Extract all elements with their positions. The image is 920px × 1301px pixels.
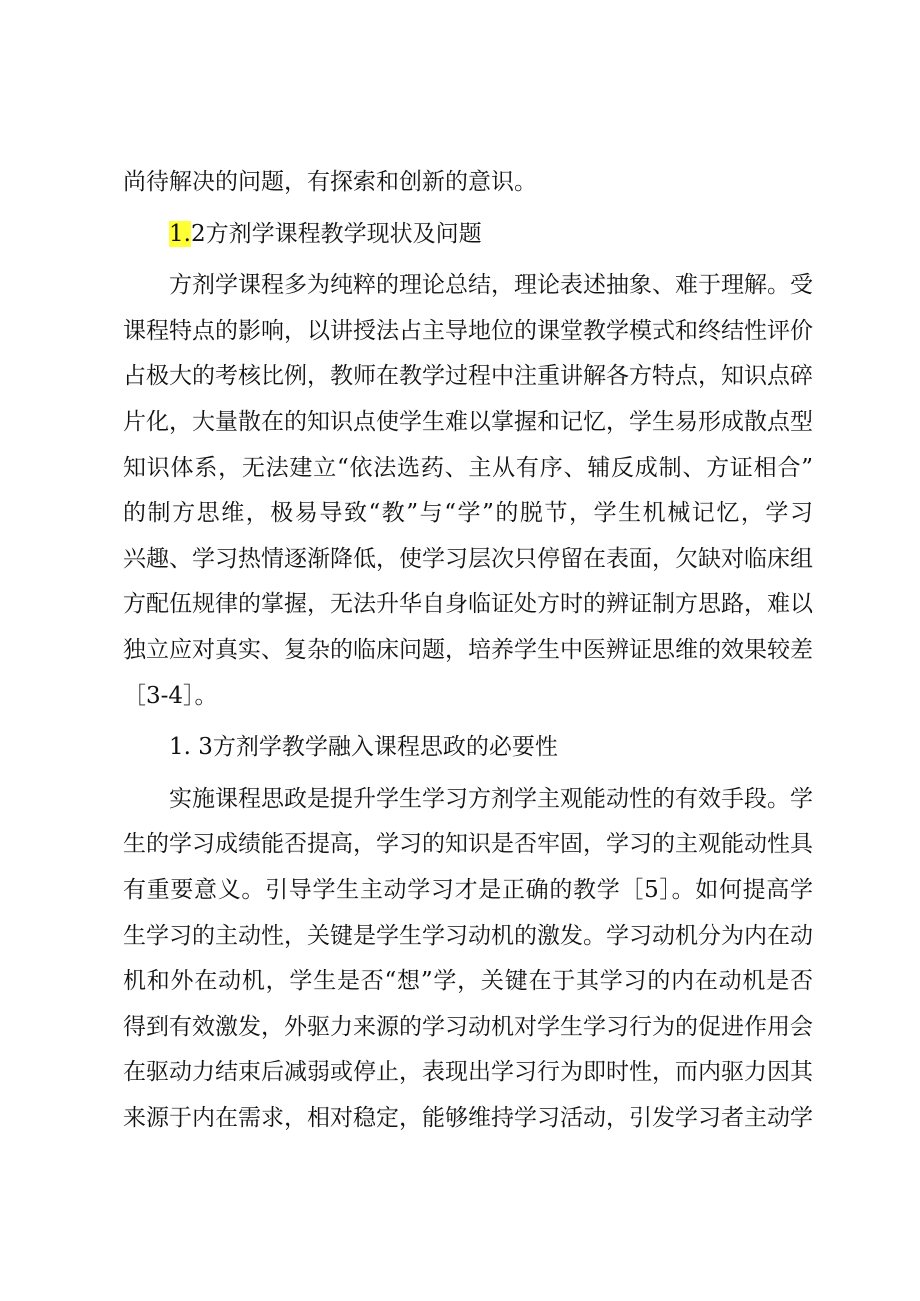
paragraph-line: 得到有效激发，外驱力来源的学习动机对学生学习行为的促进作用会 <box>123 1013 813 1040</box>
paragraph-line: 来源于内在需求，相对稳定，能够维持学习活动，引发学习者主动学 <box>123 1104 813 1131</box>
paragraph-line: 机和外在动机，学生是否“想”学，关键在于其学习的内在动机是否 <box>123 968 813 995</box>
paragraph-line: 方剂学课程多为纯粹的理论总结，理论表述抽象、难于理解。受 <box>169 272 813 299</box>
paragraph-line: 实施课程思政是提升学生学习方剂学主观能动性的有效手段。学 <box>169 785 813 812</box>
paragraph-line: 有重要意义。引导学生主动学习才是正确的教学［5］。如何提高学 <box>123 876 813 903</box>
highlighted-text: 1. <box>169 220 191 247</box>
paragraph-line: 知识体系，无法建立“依法选药、主从有序、辅反成制、方证相合” <box>123 454 813 481</box>
section-heading-1-2-text: 2方剂学课程教学现状及问题 <box>190 220 482 247</box>
section-heading-1-2 <box>123 212 813 258</box>
intro-line: 尚待解决的问题，有探索和创新的意识。 <box>123 169 537 195</box>
paragraph-line: 独立应对真实、复杂的临床问题，培养学生中医辨证思维的效果较差 <box>123 636 813 663</box>
paragraph-line: 的制方思维，极易导致“教”与“学”的脱节，学生机械记忆，学习 <box>123 500 813 527</box>
paragraph-line: 占极大的考核比例，教师在教学过程中注重讲解各方特点，知识点碎 <box>123 363 813 390</box>
paragraph-line: ［3-4］。 <box>123 682 218 709</box>
paragraph-line: 在驱动力结束后减弱或停止，表现出学习行为即时性，而内驱力因其 <box>123 1059 813 1086</box>
paragraph-line: 兴趣、学习热情逐渐降低，使学习层次只停留在表面，欠缺对临床组 <box>123 545 813 572</box>
document-body <box>123 160 813 1141</box>
paragraph-line: 课程特点的影响，以讲授法占主导地位的课堂教学模式和终结性评价 <box>123 317 813 344</box>
paragraph-line: 片化，大量散在的知识点使学生难以掌握和记忆，学生易形成散点型 <box>123 408 813 435</box>
paragraph-1-2 <box>123 263 813 719</box>
paragraph-line: 生学习的主动性，关键是学生学习动机的激发。学习动机分为内在动 <box>123 922 813 949</box>
paragraph-line: 方配伍规律的掌握，无法升华自身临证处方时的辨证制方思路，难以 <box>123 591 813 618</box>
paragraph-line: 生的学习成绩能否提高，学习的知识是否牢固，学习的主观能动性具 <box>123 831 813 858</box>
paragraph-1-3 <box>123 777 813 1142</box>
section-heading-1-3: 1. 3方剂学教学融入课程思政的必要性 <box>169 734 558 761</box>
